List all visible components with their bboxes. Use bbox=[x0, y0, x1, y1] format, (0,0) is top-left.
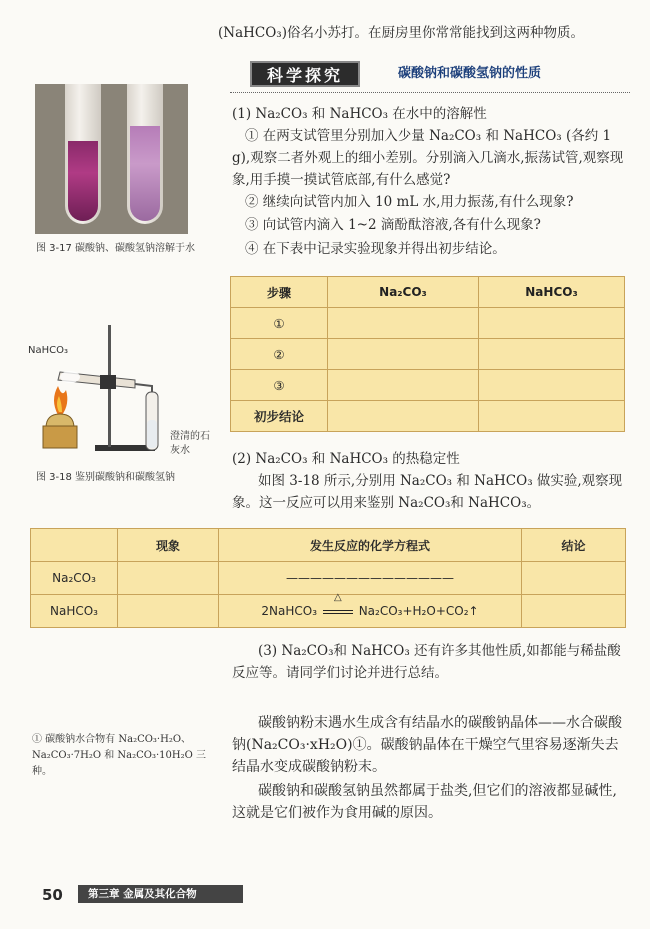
tube-right-icon bbox=[127, 84, 163, 224]
equation-arrow bbox=[321, 592, 355, 618]
body-paragraph-1: 碳酸钠粉末遇水生成含有结晶水的碳酸钠晶体——水合碳酸钠(Na₂CO₃·xH₂O)①。碳酸钠晶体在干燥空气里容易逐渐失去结晶水变成碳酸钠粉末。 bbox=[232, 715, 622, 775]
nahco3-label: NaHCO₃ bbox=[28, 345, 68, 356]
table-row bbox=[31, 562, 626, 595]
table1-conclusion: 初步结论 bbox=[231, 401, 328, 432]
part3-text: (3) Na₂CO₃和 NaHCO₃ 还有许多其他性质,如都能与稀盐酸反应等。请同学们讨论并进行总结。 bbox=[232, 643, 621, 681]
part1-step-3: ③ 向试管内滴入 1~2 滴酚酞溶液,各有什么现象? bbox=[245, 217, 541, 233]
part1-step-1: ① 在两支试管里分别加入少量 Na₂CO₃ 和 NaHCO₃ (各约 1 g),观察二者外观上的细小差别。分别滴入几滴水,振荡试管,观察现象,用手摸一摸试管底部,有什么感觉? bbox=[232, 128, 624, 188]
section-title: 碳酸钠和碳酸氢钠的性质 bbox=[398, 66, 542, 81]
part2-text: 如图 3-18 所示,分别用 Na₂CO₃ 和 NaHCO₃ 做实验,观察现象。这一反应可以用来鉴别 Na₂CO₃和 NaHCO₃。 bbox=[232, 473, 623, 511]
dotted-divider bbox=[230, 92, 630, 93]
table1-header-step: 步骤 bbox=[231, 277, 328, 308]
table1-step-3: ③ bbox=[231, 370, 328, 401]
equation-lhs: 2NaHCO₃ bbox=[261, 604, 318, 618]
table1-step-1: ① bbox=[231, 308, 328, 339]
table-row bbox=[231, 370, 625, 401]
table2-header-phenomenon: 现象 bbox=[118, 529, 219, 562]
table1-header-nahco3: NaHCO₃ bbox=[479, 277, 625, 308]
table2-row-na2co3: Na₂CO₃ bbox=[31, 562, 118, 595]
tube-left-icon bbox=[65, 84, 101, 224]
limewater-label: 澄清的石灰水 bbox=[170, 431, 210, 456]
table-row bbox=[231, 401, 625, 432]
table2-equation-blank: —————————————— bbox=[219, 562, 522, 595]
part2-heading: (2) Na₂CO₃ 和 NaHCO₃ 的热稳定性 bbox=[232, 451, 460, 467]
table2-header-conclusion: 结论 bbox=[522, 529, 626, 562]
clamp-icon bbox=[100, 375, 116, 389]
body-paragraph-2: 碳酸钠和碳酸氢钠虽然都属于盐类,但它们的溶液都显碱性,这就是它们被作为食用碱的原因。 bbox=[232, 783, 617, 821]
solubility-table bbox=[230, 276, 625, 432]
table2-header-equation: 发生反应的化学方程式 bbox=[219, 529, 522, 562]
footnote: ① 碳酸钠水合物有 Na₂CO₃·H₂O、Na₂CO₃·7H₂O 和 Na₂CO₃·10H₂O 三种。 bbox=[32, 734, 206, 777]
table2-equation bbox=[219, 592, 522, 628]
table-row bbox=[231, 308, 625, 339]
test-tubes-photo bbox=[35, 84, 188, 234]
thermal-stability-table bbox=[30, 528, 626, 628]
page-number: 50 bbox=[42, 886, 63, 904]
figure-3-18-caption: 图 3-18 鉴别碳酸钠和碳酸氢钠 bbox=[36, 472, 176, 483]
table1-header-na2co3: Na₂CO₃ bbox=[328, 277, 479, 308]
table-row bbox=[31, 595, 626, 628]
part1-heading: (1) Na₂CO₃ 和 NaHCO₃ 在水中的溶解性 bbox=[232, 106, 487, 122]
figure-3-17-caption: 图 3-17 碳酸钠、碳酸氢钠溶解于水 bbox=[36, 243, 196, 254]
equation-rhs: Na₂CO₃+H₂O+CO₂↑ bbox=[358, 604, 479, 618]
top-line-text: (NaHCO₃)俗名小苏打。在厨房里你常常能找到这两种物质。 bbox=[218, 25, 584, 41]
heat-symbol: △ bbox=[334, 592, 342, 603]
part1-step-4: ④ 在下表中记录实验现象并得出初步结论。 bbox=[245, 241, 506, 257]
part1-step-2: ② 继续向试管内加入 10 mL 水,用力振荡,有什么现象? bbox=[245, 194, 574, 210]
table2-header-blank bbox=[31, 529, 118, 562]
science-inquiry-tag: 科学探究 bbox=[250, 61, 360, 87]
chapter-label: 第三章 金属及其化合物 bbox=[78, 885, 243, 903]
table1-step-2: ② bbox=[231, 339, 328, 370]
table-row bbox=[231, 339, 625, 370]
table2-row-nahco3: NaHCO₃ bbox=[31, 595, 118, 628]
